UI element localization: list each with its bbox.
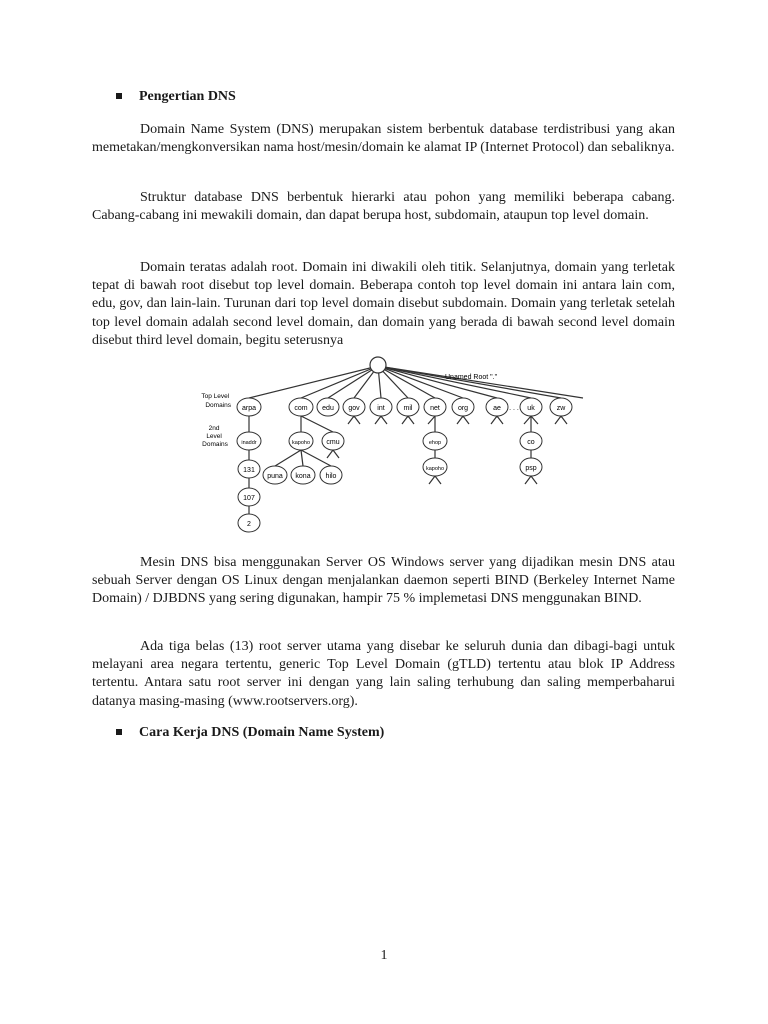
heading-pengertian-dns <box>116 88 236 106</box>
node-107 <box>238 488 260 506</box>
svg-text:kona: kona <box>295 473 311 480</box>
bullet-icon <box>116 729 122 735</box>
tld-arpa <box>237 398 261 416</box>
tld-mil <box>397 398 419 416</box>
node-131 <box>238 460 260 478</box>
svg-text:puna: puna <box>267 473 283 480</box>
svg-text:mil: mil <box>403 405 413 412</box>
svg-text:131: 131 <box>243 467 255 474</box>
node-kona <box>291 466 315 484</box>
paragraph-2: Struktur database DNS berbentuk hierarki atau pohon yang memiliki beberapa cabang. Cabang-cabang ini mewakili domain, dan dapat berupa host, subdomain, ataupun top level domain. <box>92 190 675 224</box>
node-2 <box>238 514 260 532</box>
svg-text:inaddr: inaddr <box>241 440 257 446</box>
svg-text:zw: zw <box>556 405 566 412</box>
bullet-icon <box>116 93 122 99</box>
node-kapoho-net <box>423 458 447 476</box>
svg-text:arpa: arpa <box>241 405 257 412</box>
heading-text: Cara Kerja DNS (Domain Name System) <box>139 725 385 740</box>
tld-zw <box>550 398 572 416</box>
node-puna <box>263 466 287 484</box>
svg-text:com: com <box>294 405 308 412</box>
node-cmu <box>322 432 344 450</box>
svg-text:co: co <box>527 439 535 446</box>
svg-text:int: int <box>377 405 385 412</box>
paragraph-4: Mesin DNS bisa menggunakan Server OS Windows server yang dijadikan mesin DNS atau sebuah Server dengan OS Linux dengan menjalankan daemon seperti BIND (Berkeley Internet Name Domain) / DJBDNS yang sering digunakan, hampir 75 % implemetasi DNS menggunakan BIND. <box>92 555 675 607</box>
tld-ae <box>486 398 508 416</box>
paragraph-5: Ada tiga belas (13) root server utama yang disebar ke seluruh dunia dan dibagi-bagi untuk melayani area negara tertentu, generic Top Level Domain (gTLD) tertentu atau blok IP Address tertentu. Antara satu root server ini dengan yang lain saling terhubung dan saling memperbaharui datanya masing-masing (www.rootservers.org). <box>92 639 675 709</box>
root-label: Unamed Root "." <box>445 374 498 381</box>
svg-text:2: 2 <box>247 521 251 528</box>
paragraph-3: Domain teratas adalah root. Domain ini diwakili oleh titik. Selanjutnya, domain yang terletak tepat di bawah root disebut top level domain. Beberapa contoh top level domain ini antara lain com, edu, gov, dan lain-lain. Turunan dari top level domain disebut subdomain. Domain yang terletak setelah top level domain adalah second level domain, dan domain yang berada di bawah second level domain disebut third level domain, begitu seterusnya <box>92 260 675 348</box>
tld-edu <box>317 398 339 416</box>
svg-text:cmu: cmu <box>326 439 340 446</box>
svg-text:net: net <box>430 405 440 412</box>
node-inaddr <box>237 432 261 450</box>
svg-text:org: org <box>457 405 469 412</box>
page-number: 1 <box>380 948 388 963</box>
node-psp <box>520 458 542 476</box>
dns-hierarchy-diagram <box>193 356 593 542</box>
tld-com <box>289 398 313 416</box>
heading-cara-kerja-dns <box>116 724 384 742</box>
tld-net <box>424 398 446 416</box>
svg-text:gov: gov <box>348 405 360 412</box>
tld-ellipsis: . . . <box>509 405 519 412</box>
root-node <box>370 357 386 373</box>
tld-org <box>452 398 474 416</box>
svg-text:edu: edu <box>322 405 334 412</box>
svg-text:hilo: hilo <box>325 473 337 480</box>
svg-text:ae: ae <box>493 405 501 412</box>
node-ehop <box>423 432 447 450</box>
second-level-label: 2nd Level Domains <box>202 425 228 448</box>
tld-gov <box>343 398 365 416</box>
top-level-label: Top Level Domains <box>201 393 231 409</box>
svg-text:kapoho: kapoho <box>291 440 311 446</box>
heading-text: Pengertian DNS <box>139 89 236 104</box>
paragraph-1: Domain Name System (DNS) merupakan sistem berbentuk database terdistribusi yang akan memetakan/mengkonversikan nama host/mesin/domain ke alamat IP (Internet Protocol) dan sebaliknya. <box>92 122 675 156</box>
node-co <box>520 432 542 450</box>
svg-text:107: 107 <box>243 495 255 502</box>
svg-text:psp: psp <box>525 465 537 472</box>
node-kapoho <box>289 432 313 450</box>
svg-text:kapoho: kapoho <box>425 466 445 472</box>
tld-uk <box>520 398 542 416</box>
tld-int <box>370 398 392 416</box>
node-hilo <box>320 466 342 484</box>
svg-text:ehop: ehop <box>428 440 442 446</box>
svg-text:uk: uk <box>527 405 535 412</box>
